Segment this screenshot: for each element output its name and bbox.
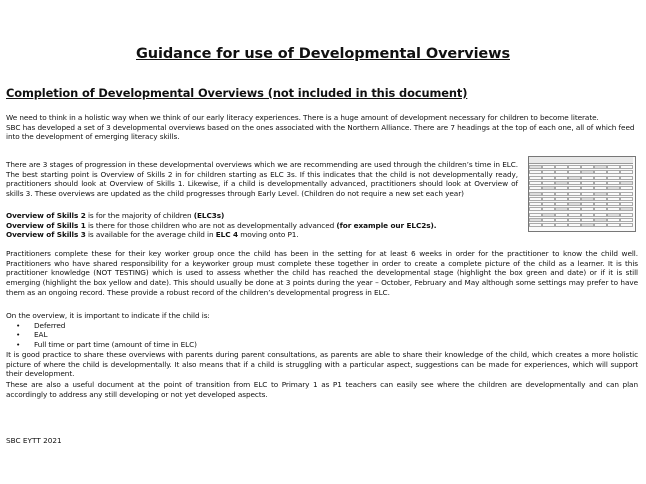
- thumbnail-cell: [542, 176, 555, 180]
- thumbnail-cell: [620, 223, 633, 227]
- thumbnail-cell: [620, 207, 633, 211]
- thumbnail-cell: [607, 207, 620, 211]
- thumbnail-cell: [581, 176, 594, 180]
- list-item: • Deferred: [6, 321, 638, 331]
- thumbnail-cell: [620, 186, 633, 190]
- thumbnail-cell: [594, 165, 607, 169]
- intro-paragraph: [6, 113, 638, 142]
- indication-section: [6, 311, 638, 350]
- thumbnail-cell: [594, 176, 607, 180]
- thumbnail-cell: [594, 207, 607, 211]
- thumbnail-cell: [620, 218, 633, 222]
- thumbnail-cell: [594, 223, 607, 227]
- thumbnail-cell: [542, 165, 555, 169]
- thumbnail-cell: [581, 165, 594, 169]
- overview-skills-2: Overview of Skills 2 is for the majority of children (ELC3s): [6, 211, 225, 220]
- thumbnail-cell: [529, 202, 542, 206]
- thumbnail-cell: [568, 213, 581, 217]
- thumbnail-cell: [542, 223, 555, 227]
- thumbnail-cell: [529, 170, 542, 174]
- thumbnail-cell: [542, 197, 555, 201]
- thumbnail-cell: [555, 186, 568, 190]
- thumbnail-cell: [529, 207, 542, 211]
- thumbnail-cell: [620, 213, 633, 217]
- thumbnail-cell: [555, 223, 568, 227]
- overview-skills-3: Overview of Skills 3 is available for the average child in ELC 4 moving onto P1.: [6, 230, 299, 240]
- thumbnail-cell: [607, 202, 620, 206]
- thumbnail-cell: [555, 181, 568, 185]
- thumbnail-cell: [594, 170, 607, 174]
- thumbnail-cell: [542, 181, 555, 185]
- thumbnail-cell: [607, 176, 620, 180]
- thumbnail-cell: [620, 202, 633, 206]
- section-heading: Completion of Developmental Overviews (not included in this document): [6, 86, 468, 100]
- thumbnail-cell: [620, 197, 633, 201]
- thumbnail-cell: [594, 202, 607, 206]
- thumbnail-cell: [555, 170, 568, 174]
- thumbnail-cell: [529, 197, 542, 201]
- thumbnail-cell: [555, 192, 568, 196]
- thumbnail-cell: [555, 197, 568, 201]
- thumbnail-cell: [529, 186, 542, 190]
- thumbnail-cell: [607, 186, 620, 190]
- thumbnail-cell: [594, 186, 607, 190]
- thumbnail-cell: [594, 213, 607, 217]
- thumbnail-cell: [620, 170, 633, 174]
- overview-thumbnail-image: [528, 156, 636, 232]
- intro-line-1: We need to think in a holistic way when we think of our early literacy experiences. There is a huge amount of development necessary for children to become literate.: [6, 113, 599, 122]
- thumbnail-cell: [620, 176, 633, 180]
- thumbnail-cell: [607, 197, 620, 201]
- overview-skills-1: Overview of Skills 1 is there for those children who are not as developmentally advanced (for example our ELC2s).: [6, 220, 437, 230]
- thumbnail-cell: [529, 192, 542, 196]
- thumbnail-cell: [542, 213, 555, 217]
- thumbnail-cell: [581, 223, 594, 227]
- thumbnail-cell: [581, 170, 594, 174]
- thumbnail-cell: [529, 213, 542, 217]
- thumbnail-cell: [542, 192, 555, 196]
- indication-intro: On the overview, it is important to indicate if the child is:: [6, 311, 210, 320]
- footer-text: SBC EYTT 2021: [6, 436, 62, 445]
- thumbnail-cell: [607, 181, 620, 185]
- stages-paragraph: There are 3 stages of progression in these developmental overviews which we are recommending are used through the children’s time in ELC. The best starting point is Overview of Skills 2 in for children starting as ELC 3s. If this indicates that the child is not developmentally ready, practitioners should look at Overview of Skills 1. Likewise, if a child is developmentally advanced, practitioners should look at Overview of skills 3. These overviews are updated as the child progresses through Early Level. (Children do not require a new set each year): [6, 160, 518, 199]
- thumbnail-cell: [529, 181, 542, 185]
- thumbnail-cell: [555, 165, 568, 169]
- thumbnail-cell: [529, 165, 542, 169]
- parents-paragraph: It is good practice to share these overviews with parents during parent consultations, as parents are able to share their knowledge of the child, which creates a more holistic picture of where the child is developmentally. It also means that if a child is struggling with a particular aspect, suggestions can be made for experiences, which will support their development.: [6, 350, 638, 379]
- thumbnail-cell: [594, 197, 607, 201]
- thumbnail-cell: [555, 207, 568, 211]
- thumbnail-cell: [568, 165, 581, 169]
- thumbnail-cell: [568, 181, 581, 185]
- thumbnail-cell: [568, 197, 581, 201]
- list-item: • Full time or part time (amount of time in ELC): [6, 340, 638, 350]
- practitioners-paragraph: Practitioners complete these for their key worker group once the child has been in the setting for at least 6 weeks in order for the practitioner to know the child well. Practitioners who have shared responsibility for a keyworker group must complete these together in order to create a complete picture of the child as a learner. It is this practitioner knowledge (NOT TESTING) which is used to assess whether the child has reached the developmental stage (highlight the box green and date) or if it is still emerging (highlight the box yellow and date). This should usually be done at 3 points during the year – October, February and May although some settings may prefer to have them as an ongoing record. These provide a robust record of the children’s developmental progress in ELC.: [6, 249, 638, 297]
- thumbnail-cell: [581, 202, 594, 206]
- thumbnail-cell: [594, 218, 607, 222]
- thumbnail-cell: [581, 181, 594, 185]
- document-title: Guidance for use of Developmental Overviews: [136, 46, 510, 62]
- thumbnail-cell: [620, 181, 633, 185]
- thumbnail-cell: [542, 170, 555, 174]
- intro-line-2: SBC has developed a set of 3 developmental overviews based on the ones associated with the Northern Alliance. There are 7 headings at the top of each one, all of which feed into the development of emerging literacy skills.: [6, 122, 635, 142]
- thumbnail-cell: [568, 176, 581, 180]
- thumbnail-cell: [529, 223, 542, 227]
- thumbnail-cell: [620, 192, 633, 196]
- thumbnail-cell: [542, 207, 555, 211]
- thumbnail-cell: [607, 192, 620, 196]
- thumbnail-cell: [581, 197, 594, 201]
- thumbnail-cell: [529, 218, 542, 222]
- thumbnail-cell: [555, 176, 568, 180]
- thumbnail-cell: [581, 207, 594, 211]
- thumbnail-cell: [594, 192, 607, 196]
- thumbnail-cell: [581, 218, 594, 222]
- thumbnail-cell: [581, 213, 594, 217]
- thumbnail-cell: [568, 170, 581, 174]
- thumbnail-cell: [568, 218, 581, 222]
- thumbnail-cell: [568, 202, 581, 206]
- thumbnail-cell: [581, 186, 594, 190]
- thumbnail-cell: [594, 181, 607, 185]
- thumbnail-cell: [568, 207, 581, 211]
- overview-list: [6, 211, 521, 240]
- thumbnail-cell: [542, 186, 555, 190]
- transition-paragraph: These are also a useful document at the point of transition from ELC to Primary 1 as P1 teachers can easily see where the children are developmentally and can plan accordingly to address any still developing or not yet developed aspects.: [6, 380, 638, 399]
- thumbnail-cell: [542, 202, 555, 206]
- thumbnail-cell: [607, 213, 620, 217]
- thumbnail-cell: [607, 218, 620, 222]
- thumbnail-cell: [607, 165, 620, 169]
- thumbnail-cell: [542, 218, 555, 222]
- thumbnail-cell: [555, 202, 568, 206]
- indication-list: [6, 321, 638, 350]
- list-item: • EAL: [6, 330, 638, 340]
- thumbnail-cell: [620, 165, 633, 169]
- thumbnail-cell: [607, 223, 620, 227]
- thumbnail-cell: [529, 176, 542, 180]
- thumbnail-cell: [555, 218, 568, 222]
- thumbnail-cell: [568, 192, 581, 196]
- thumbnail-cell: [607, 170, 620, 174]
- thumbnail-cell: [555, 213, 568, 217]
- thumbnail-cell: [568, 223, 581, 227]
- thumbnail-cell: [568, 186, 581, 190]
- thumbnail-cell: [581, 192, 594, 196]
